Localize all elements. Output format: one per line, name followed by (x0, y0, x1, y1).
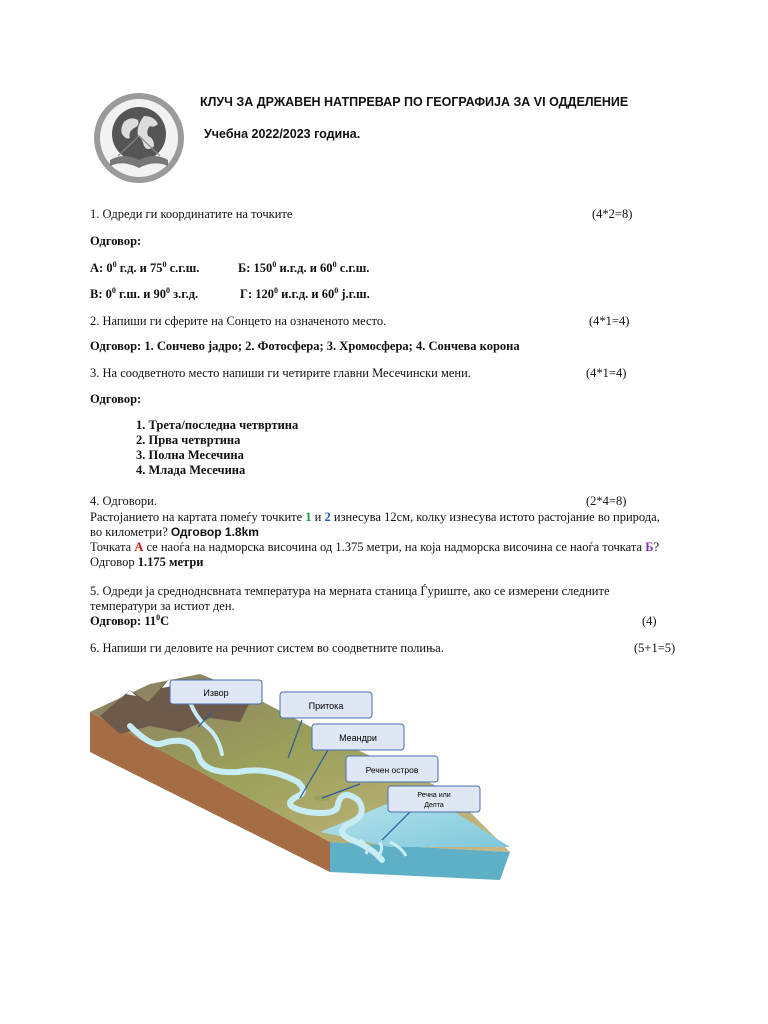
list-item: 3. Полна Месечина (136, 448, 244, 462)
coord-a: А: $0^0$ г.д. и $75^0$ с.г.ш. (90, 259, 200, 275)
school-year: Учебна 2022/2023 година. (204, 127, 361, 141)
list-item: 4. Млада Месечина (136, 463, 246, 477)
label-meandri-box (312, 724, 404, 750)
svg-text:Делта: Делта (424, 802, 444, 809)
question-4-line-4: Одговор 1.175 метри (90, 555, 204, 569)
list-item: 1. Трета/последна четвртина (136, 418, 299, 432)
moon-phases-list (136, 418, 298, 478)
question-1-points: (4*2=8) (592, 207, 633, 221)
river-system-diagram (90, 672, 520, 884)
question-2-points: (4*1=4) (589, 314, 630, 328)
globe-logo (88, 92, 190, 188)
question-5-line-2: температури за истиот ден. (90, 599, 235, 613)
question-5-points: (4) (642, 614, 657, 628)
question-3-text: 3. На соодветното место напиши ги четирите главни Месечински мени. (90, 366, 471, 380)
question-4-text: 4. Одговори. (90, 494, 157, 508)
question-3-answer-label: Одговор: (90, 392, 142, 406)
question-4-line-3: Точката А се наоѓа на надморска височина од 1.375 метри, на која надморска височина се наоѓа точката Б? (90, 540, 660, 554)
question-5-line-1: 5. Одреди ја средноднсвната температура на мерната станица Ѓуриште, ако се измерени следните (90, 584, 610, 598)
svg-text:Речен остров: Речен остров (365, 765, 419, 775)
question-1-text: 1. Одреди ги координатите на точките (90, 207, 293, 221)
label-izvor-box (170, 680, 262, 704)
question-4-points: (2*4=8) (586, 494, 627, 508)
question-1-answer-label: Одговор: (90, 234, 142, 248)
coord-v: В: $0^0$ г.ш. и $90^0$ з.г.д. (90, 285, 199, 301)
label-pritoka-box (280, 692, 372, 718)
coord-b: Б: $150^0$ и.г.д. и $60^0$ с.г.ш. (238, 259, 370, 275)
document-title: КЛУЧ ЗА ДРЖАВЕН НАТПРЕВАР ПО ГЕОГРАФИЈА ЗА VI ОДДЕЛЕНИЕ (200, 95, 629, 109)
question-3-points: (4*1=4) (586, 366, 627, 380)
svg-text:Извор: Извор (203, 688, 229, 698)
question-4-line-1: Растојанието на картата помеѓу точките 1 и 2 изнесува 12см, колку изнесува истото растојание во природа, (90, 510, 660, 524)
label-delta-box (388, 786, 480, 812)
list-item: 2. Прва четвртина (136, 433, 241, 447)
question-2-text: 2. Напиши ги сферите на Сонцето на означеното место. (90, 314, 387, 328)
coord-g: Г: $120^0$ и.г.д. и $60^0$ ј.г.ш. (240, 285, 370, 301)
question-2-answer: Одговор: 1. Сончево јадро; 2. Фотосфера; 3. Хромосфера; 4. Сончева корона (90, 339, 520, 353)
question-4-line-2: во километри? Одговор 1.8km (90, 525, 259, 539)
svg-text:Речна или: Речна или (417, 792, 451, 799)
question-6-text: 6. Напиши ги деловите на речниот систем во соодветните полиња. (90, 641, 444, 655)
svg-text:Меандри: Меандри (339, 733, 377, 743)
svg-text:Притока: Притока (308, 701, 344, 711)
question-6-points: (5+1=5) (634, 641, 676, 655)
question-5-answer: Одговор: $11^0C$ (90, 612, 170, 628)
label-ostrov-box (346, 756, 438, 782)
